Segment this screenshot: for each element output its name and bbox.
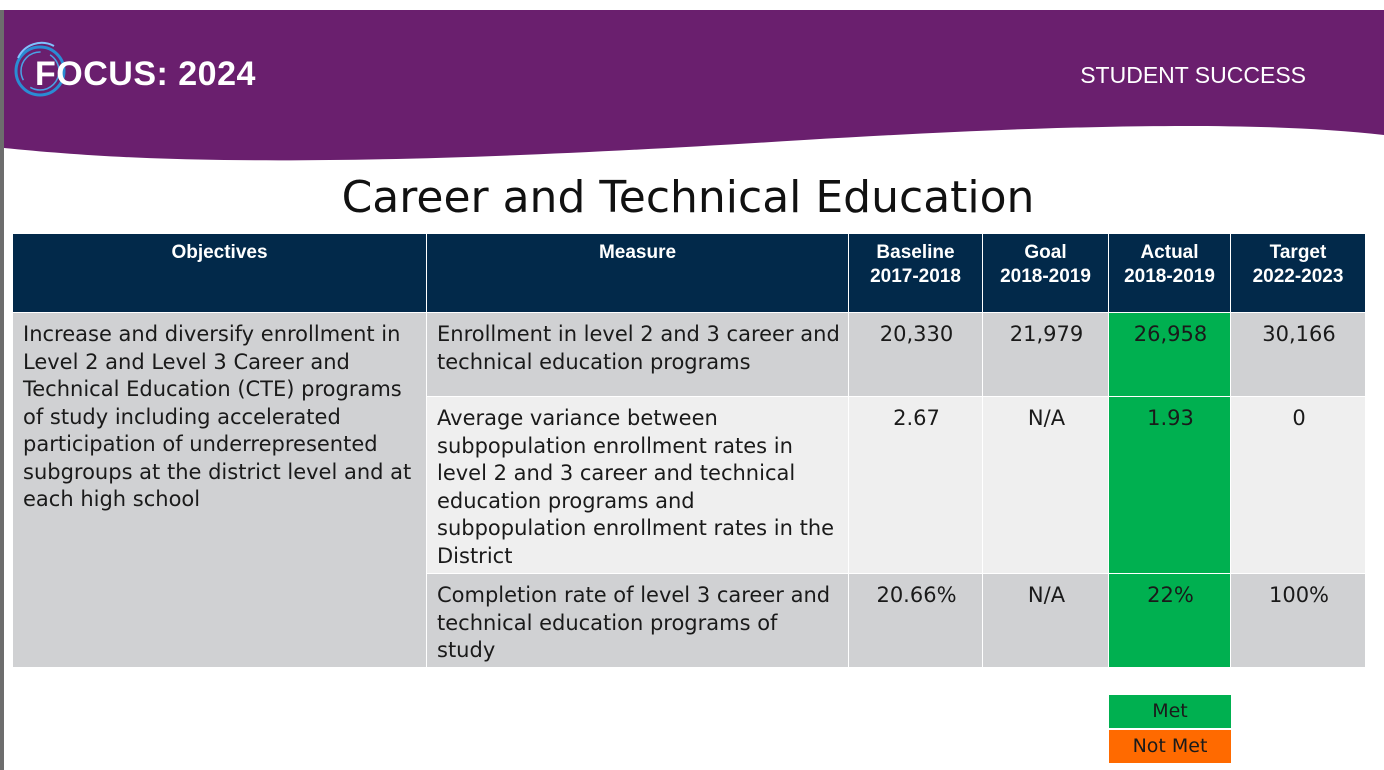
goal-cell: 21,979 [983, 313, 1109, 397]
measure-cell: Average variance between subpopulation enrollment rates in level 2 and 3 career and technical education programs and subpopulation enrollment rates in the District [427, 397, 849, 574]
brand-logo-text: FOCUS: 2024 [35, 55, 256, 93]
section-label: STUDENT SUCCESS [1080, 62, 1306, 88]
target-cell: 30,166 [1231, 313, 1366, 397]
actual-cell-met: 26,958 [1109, 313, 1231, 397]
header-target-year: 2022-2023 [1252, 266, 1344, 287]
page-top-margin [0, 0, 1384, 10]
objective-cell: Increase and diversify enrollment in Level 2 and Level 3 Career and Technical Education (CTE) programs of study including accelerated participation of underrepresented subgroups at the district level and at each high school [13, 313, 427, 668]
header-actual [1109, 234, 1231, 313]
header-actual-label: Actual [1140, 242, 1199, 263]
header-baseline-year: 2017-2018 [870, 266, 961, 287]
header-actual-year: 2018-2019 [1124, 266, 1215, 287]
header-goal-year: 2018-2019 [1000, 266, 1091, 287]
measure-cell: Completion rate of level 3 career and technical education programs of study [427, 574, 849, 668]
page-title: Career and Technical Education [341, 172, 1035, 223]
header-measure: Measure [427, 234, 849, 313]
baseline-cell: 20,330 [849, 313, 983, 397]
table-row [13, 313, 1366, 397]
header-objectives: Objectives [13, 234, 427, 313]
actual-cell-met: 22% [1109, 574, 1231, 668]
header-goal [983, 234, 1109, 313]
table-header-row [13, 234, 1366, 313]
legend-not-met: Not Met [1109, 730, 1231, 763]
goal-cell: N/A [983, 397, 1109, 574]
baseline-cell: 2.67 [849, 397, 983, 574]
measure-cell: Enrollment in level 2 and 3 career and technical education programs [427, 313, 849, 397]
baseline-cell: 20.66% [849, 574, 983, 668]
target-cell: 0 [1231, 397, 1366, 574]
goal-cell: N/A [983, 574, 1109, 668]
target-cell: 100% [1231, 574, 1366, 668]
header-baseline [849, 234, 983, 313]
header-target-label: Target [1269, 242, 1327, 263]
header-baseline-label: Baseline [876, 242, 955, 263]
actual-cell-met: 1.93 [1109, 397, 1231, 574]
cte-measures-table [12, 233, 1366, 668]
header-goal-label: Goal [1024, 242, 1067, 263]
legend-met: Met [1109, 695, 1231, 728]
header-target [1231, 234, 1366, 313]
